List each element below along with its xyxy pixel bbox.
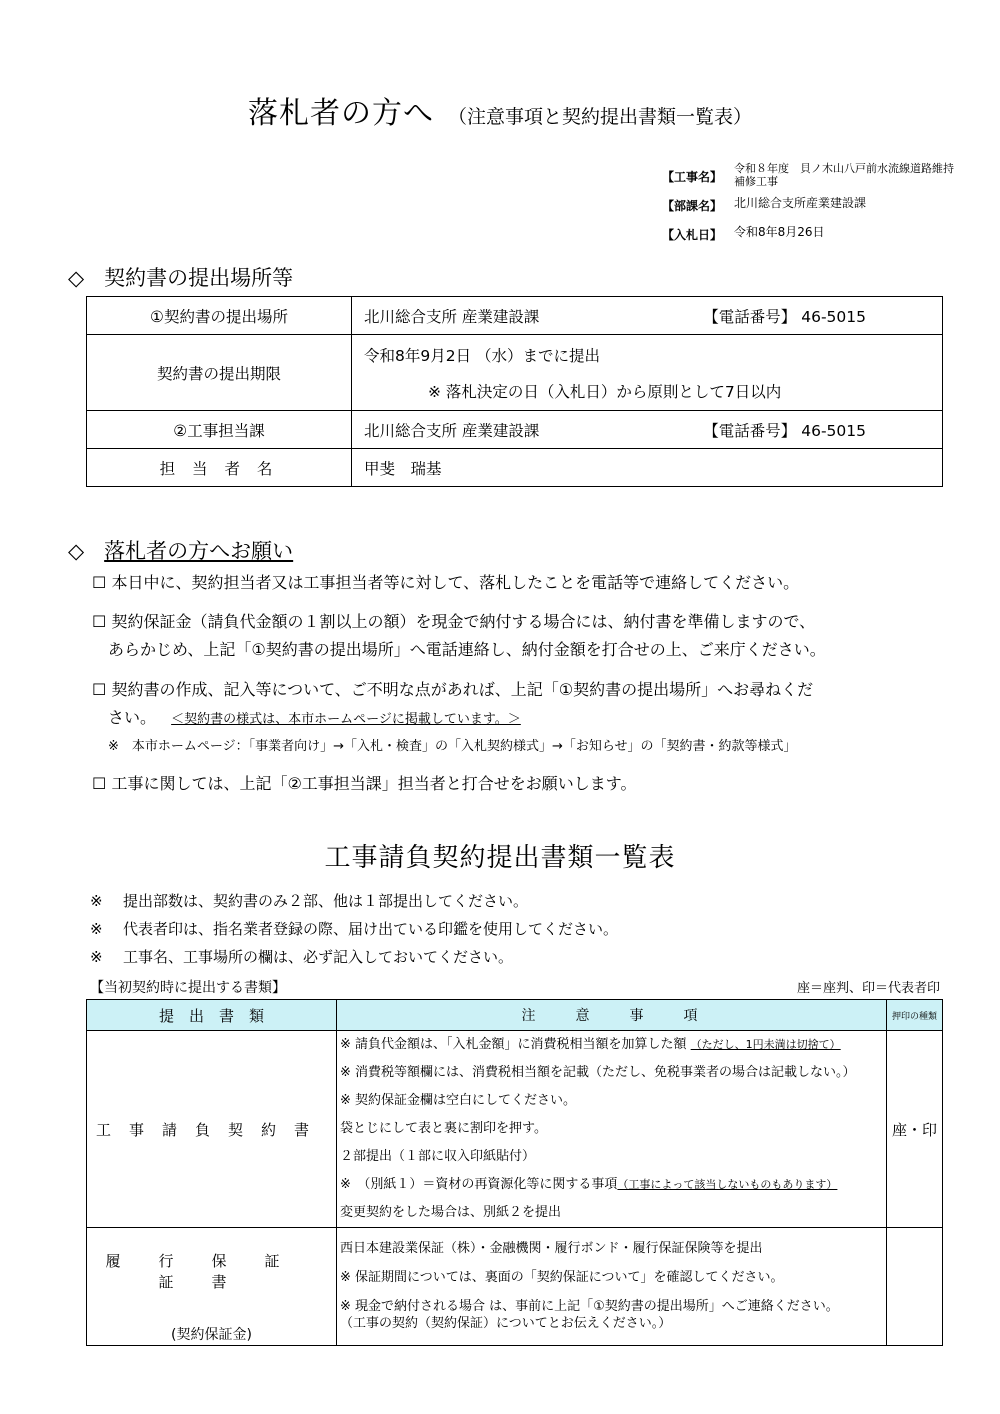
table-row (87, 1228, 943, 1346)
row-value (352, 411, 943, 449)
document-name (87, 1228, 337, 1346)
column-header: 提 出 書 類 (87, 1000, 337, 1031)
row-value (352, 297, 943, 335)
seal-type-empty (887, 1228, 943, 1346)
submission-place: 北川総合支所 産業建設課 (364, 307, 540, 326)
template-note: ＜契約書の様式は、本市ホームページに掲載しています。＞ (171, 712, 521, 727)
section1-heading-text: 契約書の提出場所等 (104, 266, 294, 290)
column-header: 押印の種類 (887, 1000, 943, 1031)
note-text-small: （ただし、1円未満は切捨て） (690, 1038, 841, 1051)
note-text: ※ （別紙１）＝資材の再資源化等に関する事項 (340, 1177, 618, 1192)
checkbox-icon: ☐ (92, 680, 107, 699)
note-line: ２部提出（１部に収入印紙貼付） (340, 1149, 536, 1164)
request-item (92, 609, 815, 632)
section2-heading (68, 535, 293, 565)
meta-project (662, 162, 954, 188)
reference-mark: ※ (90, 948, 103, 966)
phone-number: 【電話番号】 46-5015 (703, 307, 866, 326)
phone-number: 【電話番号】 46-5015 (703, 421, 866, 440)
deadline-note: ※ 落札決定の日（入札日）から原則として7日以内 (428, 382, 782, 401)
document-list-title: 工事請負契約提出書類一覧表 (324, 843, 676, 873)
document-name-text: 工事請負契約書 (95, 1120, 327, 1139)
note-line: ※ 契約保証金欄は空白にしてください。 (340, 1093, 577, 1108)
note-line (337, 1031, 886, 1059)
note-line: ※ 保証期間については、裏面の「契約保証について」を確認してください。 (340, 1270, 784, 1285)
section1-heading (68, 262, 293, 292)
request-text-cont: あらかじめ、上記「①契約書の提出場所」へ電話連絡し、納付金額を打合せの上、ご来庁ください。 (108, 640, 826, 659)
document-name-text: 履行保証証書 (105, 1252, 318, 1291)
diamond-icon: ◇ (68, 266, 85, 290)
meta-project-label: 【工事名】 (662, 170, 723, 184)
request-text-cont (108, 705, 521, 728)
note-text: ※ 請負代金額は、「入札金額」に消費税相当額を加算した額 (340, 1037, 687, 1052)
page-title-block (0, 88, 1000, 132)
request-item (92, 771, 637, 794)
row-label: 担 当 者 名 (87, 449, 352, 487)
note-text: 提出部数は、契約書のみ２部、他は１部提出してください。 (123, 892, 529, 910)
submission-info-table (86, 296, 943, 487)
reference-mark: ※ (90, 920, 103, 938)
table-row (87, 449, 943, 487)
table-header-row (87, 1000, 943, 1031)
request-text: 工事に関しては、上記「②工事担当課」担当者と打合せをお願いします。 (111, 774, 637, 793)
document-name (87, 1031, 337, 1228)
meta-dept (662, 197, 866, 214)
request-item (92, 677, 813, 700)
diamond-icon: ◇ (68, 539, 85, 563)
note-item (90, 890, 528, 911)
deadline-date: 令和8年9月2日 （水）までに提出 (364, 346, 601, 365)
seal-legend: 座＝座判、印＝代表者印 (796, 981, 940, 996)
homepage-path-note: ※ 本市ホームページ：「事業者向け」→「入札・検査」の「入札契約様式」→「お知らせ」の「契約書・約款等様式」 (108, 739, 797, 754)
note-text: ※ 現金で納付される場合 は、事前に上記「①契約書の提出場所」へご連絡ください。 (340, 1299, 839, 1314)
document-notes (337, 1228, 887, 1346)
page-subtitle: （注意事項と契約提出書類一覧表） (447, 106, 752, 128)
note-line: ※ 消費税等額欄には、消費税相当額を記載（ただし、免税事業者の場合は記載しない。） (340, 1065, 856, 1080)
meta-bid-label: 【入札日】 (662, 228, 723, 242)
row-label: 契約書の提出期限 (87, 335, 352, 411)
table-row (87, 297, 943, 335)
request-text: 契約書の作成、記入等について、ご不明な点があれば、上記「①契約書の提出場所」へお尋ねくだ (111, 680, 814, 699)
note-item (90, 918, 618, 939)
reference-mark: ※ (90, 892, 103, 910)
request-text: 契約保証金（請負代金額の１割以上の額）を現金で納付する場合には、納付書を準備しますので、 (111, 612, 816, 631)
meta-project-value-2: 補修工事 (734, 175, 778, 188)
meta-bid (662, 226, 825, 243)
checkbox-icon: ☐ (92, 774, 107, 793)
note-text: 代表者印は、指名業者登録の際、届け出ている印鑑を使用してください。 (123, 920, 619, 938)
checkbox-icon: ☐ (92, 573, 107, 592)
column-header: 注 意 事 項 (337, 1000, 887, 1031)
row-label: ②工事担当課 (87, 411, 352, 449)
note-line: 西日本建設業保証（株）・金融機関・履行ボンド・履行保証保険等を提出 (340, 1241, 763, 1256)
meta-dept-label: 【部課名】 (662, 199, 723, 213)
page-title: 落札者の方へ (247, 96, 434, 131)
note-line: 変更契約をした場合は、別紙２を提出 (340, 1205, 562, 1220)
checkbox-icon: ☐ (92, 612, 107, 631)
documents-table (86, 999, 943, 1346)
row-label: ①契約書の提出場所 (87, 297, 352, 335)
request-text: さい。 (108, 708, 157, 727)
section2-heading-text: 落札者の方へお願い (104, 539, 294, 563)
meta-project-value-1: 令和８年度 貝ノ木山八戸前水流線道路維持 (734, 162, 954, 175)
table-label: 【当初契約時に提出する書類】 (90, 980, 286, 996)
note-line: 袋とじにして表と裏に割印を押す。 (340, 1121, 547, 1136)
table-row (87, 411, 943, 449)
request-text: 本日中に、契約担当者又は工事担当者等に対して、落札したことを電話等で連絡してください。 (111, 573, 800, 592)
meta-dept-value: 北川総合支所産業建設課 (734, 196, 867, 210)
person-name: 甲斐 瑞基 (352, 449, 943, 487)
table-row (87, 335, 943, 411)
note-item (90, 946, 513, 967)
seal-type: 座・印 (887, 1031, 943, 1228)
note-text: （工事の契約（契約保証）についてとお伝えください。） (340, 1316, 672, 1331)
request-item (92, 570, 799, 593)
meta-bid-value: 令和8年8月26日 (734, 225, 825, 239)
note-text: 工事名、工事場所の欄は、必ず記入しておいてください。 (123, 948, 514, 966)
document-name-sub: (契約保証金) (171, 1327, 252, 1343)
note-line-block (337, 1293, 886, 1338)
note-text-small: （工事によって該当しないものもあります） (617, 1178, 838, 1191)
department-name: 北川総合支所 産業建設課 (364, 421, 540, 440)
row-value (352, 335, 943, 411)
table-row (87, 1031, 943, 1228)
note-line (337, 1171, 886, 1199)
document-notes (337, 1031, 887, 1228)
